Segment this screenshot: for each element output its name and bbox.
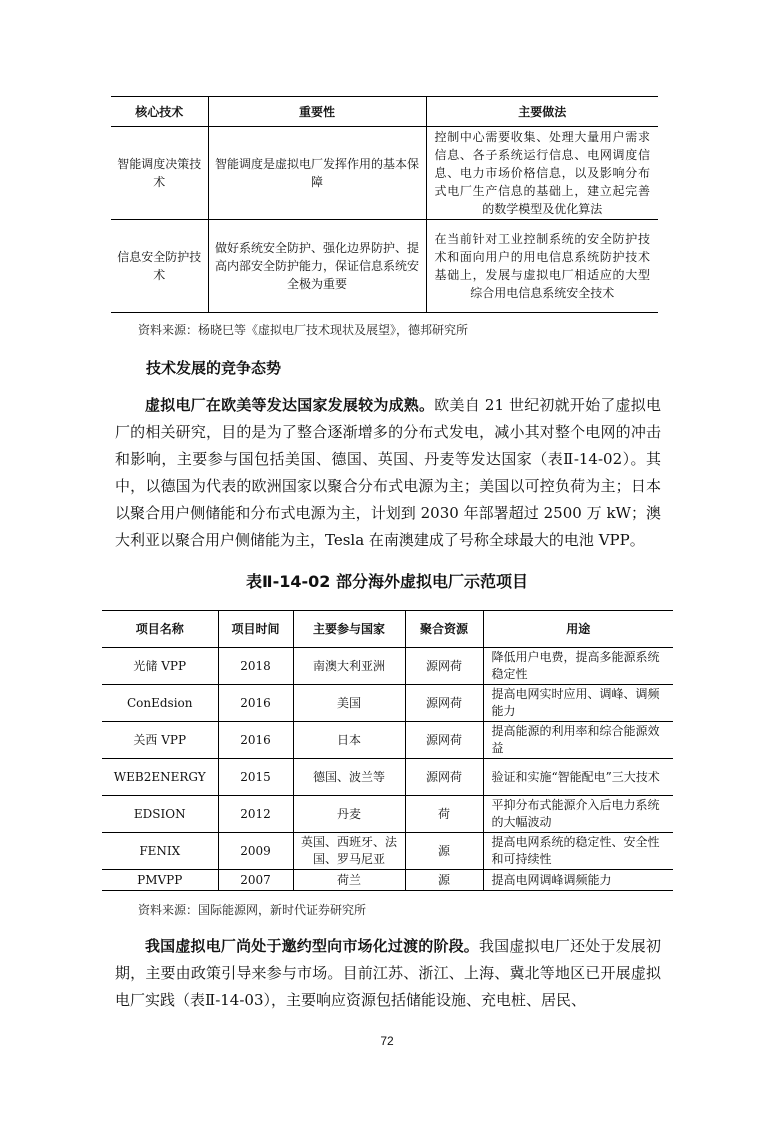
table2-caption: 表Ⅱ-14-02 部分海外虚拟电厂示范项目 — [246, 572, 528, 591]
table-cell: 源网荷 — [405, 759, 483, 796]
table-cell: 源网荷 — [405, 648, 483, 685]
table-row — [102, 870, 673, 891]
paragraph-lead-bold: 我国虚拟电厂尚处于邀约型向市场化过渡的阶段。 — [145, 937, 479, 955]
table-header-cell: 主要参与国家 — [293, 611, 405, 648]
table-header-row — [111, 97, 658, 127]
table-cell: 源网荷 — [405, 685, 483, 722]
table-cell: 智能调度是虚拟电厂发挥作用的基本保障 — [208, 127, 426, 220]
table-cell: 2009 — [218, 833, 293, 870]
table-cell: 德国、波兰等 — [293, 759, 405, 796]
table-row — [102, 685, 673, 722]
page-number: 72 — [380, 1034, 394, 1048]
table-cell: 2018 — [218, 648, 293, 685]
table-cell: 提高电网实时应用、调峰、调频能力 — [483, 685, 673, 722]
table-cell: 英国、西班牙、法国、罗马尼亚 — [293, 833, 405, 870]
table-cell: EDSION — [102, 796, 218, 833]
table-cell: 源 — [405, 833, 483, 870]
table-cell: 美国 — [293, 685, 405, 722]
table-header-row — [102, 611, 673, 648]
table-row — [102, 722, 673, 759]
table-cell: 光储 VPP — [102, 648, 218, 685]
table-row — [102, 796, 673, 833]
paragraph-overseas — [115, 392, 661, 554]
table-cell: 平抑分布式能源介入后电力系统的大幅波动 — [483, 796, 673, 833]
table-row — [111, 127, 658, 220]
table-cell: 提高电网系统的稳定性、安全性和可持续性 — [483, 833, 673, 870]
table-cell: ConEdsion — [102, 685, 218, 722]
table-cell: 2007 — [218, 870, 293, 891]
table-cell: 控制中心需要收集、处理大量用户需求信息、各子系统运行信息、电网调度信息、电力市场价格信息，以及影响分布式电厂生产信息的基础上，建立起完善的数学模型及优化算法 — [426, 127, 658, 220]
table-header-cell: 重要性 — [208, 97, 426, 127]
paragraph-lead-bold: 虚拟电厂在欧美等发达国家发展较为成熟。 — [145, 396, 435, 414]
table-header-cell: 用途 — [483, 611, 673, 648]
table-cell: FENIX — [102, 833, 218, 870]
table-cell: 在当前针对工业控制系统的安全防护技术和面向用户的用电信息系统防护技术基础上，发展与虚拟电厂相适应的大型综合用电信息系统安全技术 — [426, 220, 658, 313]
table-cell: 提高能源的利用率和综合能源效益 — [483, 722, 673, 759]
table-cell: 日本 — [293, 722, 405, 759]
table-cell: 2016 — [218, 722, 293, 759]
table-cell: WEB2ENERGY — [102, 759, 218, 796]
table-cell: 智能调度决策技术 — [111, 127, 208, 220]
overseas-vpp-table — [102, 610, 673, 891]
table-header-cell: 项目时间 — [218, 611, 293, 648]
table-row — [111, 220, 658, 313]
table-cell: 降低用户电费，提高多能源系统稳定性 — [483, 648, 673, 685]
paragraph-body: 欧美自 21 世纪初就开始了虚拟电厂的相关研究，目的是为了整合逐渐增多的分布式发电，减小其对整个电网的冲击和影响，主要参与国包括美国、德国、英国、丹麦等发达国家（表Ⅱ-14-02）。其中，以德国为代表的欧洲国家以聚合分布式电源为主；美国以可控负荷为主；日本以聚合用户侧储能和分布式电源为主，计划到 2030 年部署超过 2500 万 kW；澳大利亚以聚合用户侧储能为主，Tesla 在南澳建成了号称全球最大的电池 VPP。 — [115, 396, 661, 549]
table1-source-note: 资料来源：杨晓巳等《虚拟电厂技术现状及展望》，德邦研究所 — [138, 323, 469, 337]
table-cell: 2015 — [218, 759, 293, 796]
table-cell: 做好系统安全防护、强化边界防护、提高内部安全防护能力，保证信息系统安全极为重要 — [208, 220, 426, 313]
table-row — [102, 833, 673, 870]
table-cell: 荷 — [405, 796, 483, 833]
table-cell: 荷兰 — [293, 870, 405, 891]
table-cell: 验证和实施“智能配电”三大技术 — [483, 759, 673, 796]
table-header-cell: 聚合资源 — [405, 611, 483, 648]
core-tech-table — [111, 96, 658, 313]
table-cell: 源 — [405, 870, 483, 891]
paragraph-body: 我国虚拟电厂还处于发展初期，主要由政策引导来参与市场。目前江苏、浙江、上海、冀北等地区已开展虚拟电厂实践（表Ⅱ-14-03），主要响应资源包括储能设施、充电桩、居民、 — [115, 937, 661, 1009]
table-row — [102, 759, 673, 796]
table-cell: 源网荷 — [405, 722, 483, 759]
table-cell: 提高电网调峰调频能力 — [483, 870, 673, 891]
section-subheading: 技术发展的竞争态势 — [146, 359, 282, 377]
table-cell: 丹麦 — [293, 796, 405, 833]
paragraph-domestic — [115, 933, 661, 1014]
table2-source-note: 资料来源：国际能源网，新时代证券研究所 — [138, 903, 367, 917]
table-header-cell: 项目名称 — [102, 611, 218, 648]
table-header-cell: 核心技术 — [111, 97, 208, 127]
table-cell: 2016 — [218, 685, 293, 722]
table-header-cell: 主要做法 — [426, 97, 658, 127]
table-cell: 南澳大利亚洲 — [293, 648, 405, 685]
table-cell: 信息安全防护技术 — [111, 220, 208, 313]
table-cell: 2012 — [218, 796, 293, 833]
table-cell: PMVPP — [102, 870, 218, 891]
table-row — [102, 648, 673, 685]
table-cell: 关西 VPP — [102, 722, 218, 759]
